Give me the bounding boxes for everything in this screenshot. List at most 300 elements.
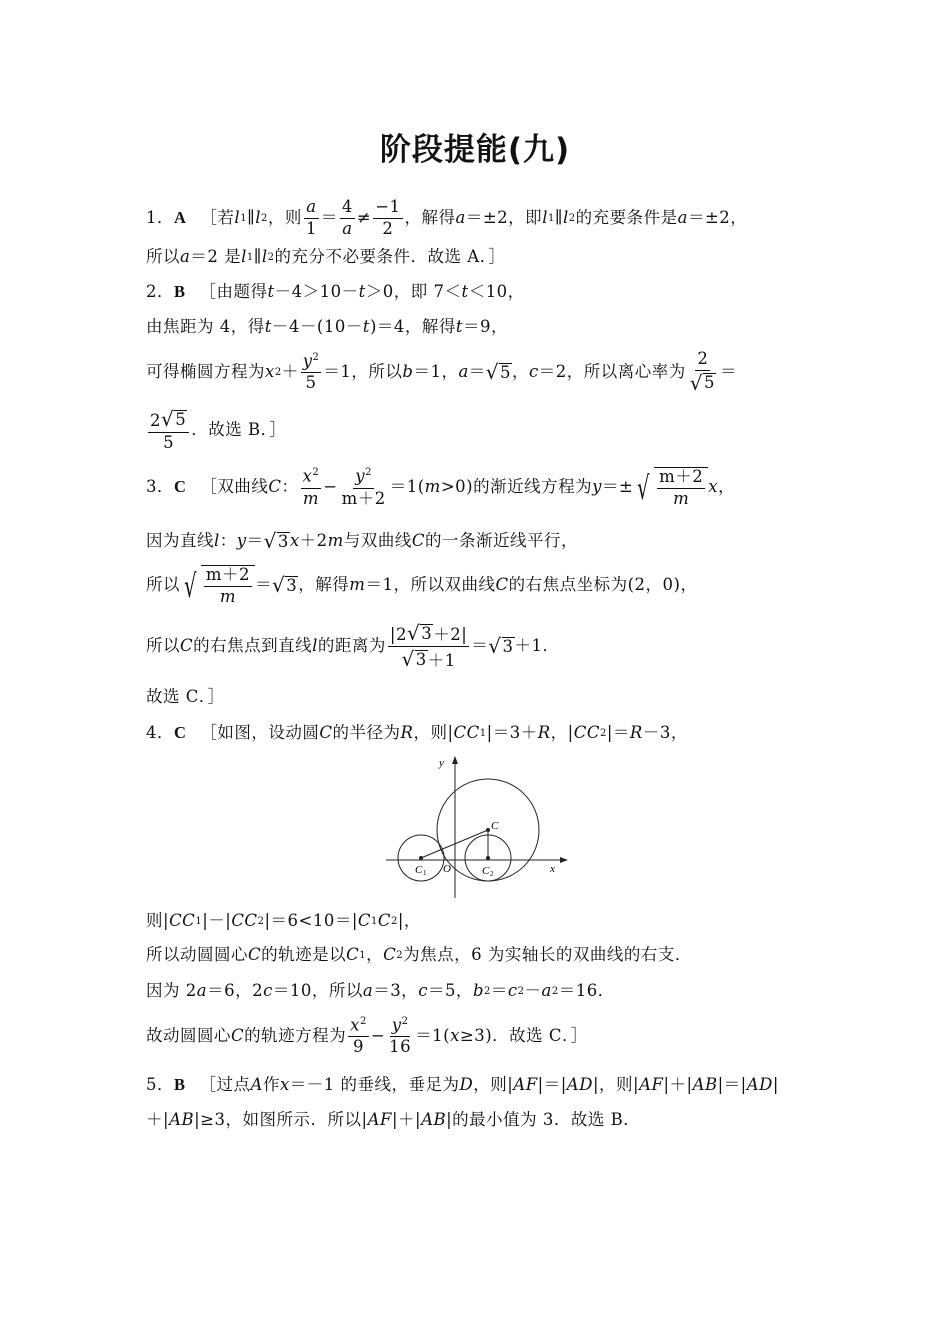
text: ＝2，所以离心率为	[538, 362, 686, 381]
sqrt	[486, 361, 512, 384]
not-equal: ≠	[356, 207, 372, 227]
numerator	[301, 352, 322, 373]
text: |＝	[606, 723, 630, 742]
var: C	[346, 945, 360, 964]
var: l	[562, 207, 569, 227]
circles-diagram	[384, 754, 574, 900]
text: ＝±2，即	[465, 207, 543, 227]
text: ＝±	[601, 477, 634, 497]
var: a	[541, 981, 552, 1000]
numerator	[353, 467, 374, 488]
text: 由焦距为 4，得	[146, 317, 265, 336]
var: C	[377, 911, 391, 930]
radicand: 3	[277, 531, 289, 551]
fraction	[301, 352, 322, 393]
text: ［双曲线	[200, 477, 269, 497]
text: ＋	[281, 362, 299, 381]
radicand: 3	[415, 649, 427, 669]
numerator	[301, 467, 322, 488]
text: ＋|	[146, 1110, 170, 1129]
p2-line3	[146, 350, 737, 395]
text: ，则|	[473, 1075, 514, 1094]
var: x	[279, 1075, 290, 1094]
var: m	[327, 531, 344, 551]
label-origin: O	[443, 863, 451, 875]
radicand: 3	[502, 636, 514, 656]
label-c1: C	[415, 864, 423, 876]
sqrt	[488, 635, 514, 658]
var: C	[268, 477, 282, 497]
text: ［如图，设动圆	[200, 723, 320, 742]
p5-line1	[146, 1076, 779, 1095]
numerator: a	[304, 198, 318, 219]
var: x	[350, 1015, 360, 1035]
denominator: 1	[305, 218, 317, 238]
sup: 2	[312, 467, 320, 479]
sub: 2	[599, 727, 607, 739]
var: t	[362, 317, 370, 336]
text: ＝	[720, 362, 738, 381]
denominator	[399, 647, 457, 671]
var: R	[537, 723, 551, 742]
fraction	[340, 467, 388, 508]
denominator: m＋2	[341, 488, 386, 508]
radical-sign: √	[637, 468, 650, 507]
sup: 2	[274, 366, 282, 378]
p2-answer: B	[174, 282, 186, 301]
sub: 1	[479, 727, 487, 739]
var: C	[411, 531, 425, 551]
fraction	[304, 198, 319, 239]
radical-sign: √	[161, 407, 175, 431]
var: AF	[513, 1075, 538, 1094]
text: |＝|	[717, 1075, 747, 1094]
text: ，	[718, 477, 736, 497]
sub: 1	[547, 212, 555, 224]
p3-line3	[146, 565, 697, 607]
text: ＝5，	[427, 981, 473, 1000]
text: |＝|	[537, 1075, 567, 1094]
equals: ＝	[320, 207, 338, 227]
text: ：	[219, 531, 237, 551]
p4-line1	[146, 724, 688, 743]
y-axis-label: y	[439, 757, 444, 769]
text: ［过点	[199, 1075, 251, 1094]
var: x	[450, 1026, 460, 1046]
numerator	[388, 622, 469, 647]
text: 所以	[146, 575, 180, 595]
text: －	[524, 981, 542, 1000]
text: 的右焦点到直线	[193, 636, 313, 656]
radicand: 5	[704, 373, 716, 393]
p4-number: 4．	[146, 723, 174, 742]
text: 可得椭圆方程为	[146, 362, 265, 381]
text: 的一条渐近线平行，	[424, 531, 578, 551]
text: ，则	[267, 207, 302, 227]
numerator: −1	[373, 198, 402, 219]
p3-line1	[146, 467, 735, 509]
text: －4＞10－	[274, 282, 359, 301]
p5-line2	[146, 1111, 640, 1130]
text: ＝±2，	[687, 207, 748, 227]
sub: 2	[568, 212, 576, 224]
var: x	[708, 477, 719, 497]
text: 的半径为	[332, 723, 401, 742]
p5-answer: B	[174, 1075, 186, 1094]
text: ≥3)．故选 C．］	[459, 1026, 588, 1046]
radical-sign: √	[485, 359, 500, 384]
text: ＝16．	[558, 981, 615, 1000]
var: t	[455, 317, 464, 336]
radicand: 5	[500, 362, 512, 382]
text: |＋|	[663, 1075, 693, 1094]
text: ：	[281, 477, 299, 497]
var: AB	[421, 1110, 447, 1129]
text: ，解得	[298, 575, 350, 595]
text: 的充分不必要条件．故选 A．］	[274, 247, 506, 266]
text: 的右焦点坐标为(2，0)，	[508, 575, 698, 595]
var: l	[234, 207, 241, 227]
p1-line1	[146, 198, 747, 239]
denominator: 9	[352, 1037, 364, 1057]
radicand: 3	[286, 575, 298, 595]
var: CC	[453, 723, 480, 742]
text: ，解得	[404, 207, 456, 227]
fraction	[688, 350, 718, 395]
radical-sign: √	[184, 566, 197, 605]
var: b	[402, 362, 414, 381]
text: 为焦点，6 为实轴长的双曲线的右支．	[403, 945, 692, 964]
var: AF	[639, 1075, 664, 1094]
y-axis	[452, 756, 458, 898]
var: y	[391, 1015, 402, 1035]
fraction	[373, 198, 402, 239]
numerator: 4	[340, 198, 355, 219]
text: |＋|	[391, 1110, 422, 1129]
radicand: 3	[421, 623, 433, 643]
sub: 1	[359, 949, 367, 961]
text: ＝10，所以	[272, 981, 363, 1000]
var: D	[459, 1075, 474, 1094]
text: ＝1(	[389, 477, 425, 497]
var: l	[241, 247, 247, 266]
denominator	[688, 371, 718, 395]
p2-number: 2．	[146, 282, 174, 301]
fraction	[657, 468, 705, 509]
radicand: 5	[175, 409, 187, 429]
p4-answer: C	[174, 723, 187, 742]
text: ＝	[255, 575, 273, 595]
text: ＝	[246, 531, 264, 551]
var: a	[455, 207, 466, 227]
var: C	[231, 1026, 245, 1046]
sub: 1	[371, 915, 378, 927]
sqrt	[272, 574, 298, 597]
var: c	[529, 362, 539, 381]
sqrt	[264, 530, 290, 553]
p3-line5	[146, 688, 225, 707]
text: 故动圆圆心	[146, 1026, 231, 1046]
var: l	[255, 207, 261, 227]
var: x	[302, 466, 313, 486]
var: c	[507, 981, 518, 1000]
var: R	[400, 723, 414, 742]
text: ∥	[554, 207, 563, 227]
radical-sign: √	[689, 370, 704, 395]
p1-line2	[146, 248, 505, 267]
var: t	[264, 317, 272, 336]
p4-line4	[146, 982, 615, 1001]
var: c	[263, 981, 273, 1000]
text: ＝	[468, 362, 486, 381]
var: AB	[169, 1110, 195, 1129]
fraction	[348, 1016, 369, 1057]
label-c1-sub: 1	[423, 869, 427, 877]
var: m	[349, 575, 366, 595]
text: 因为 2	[146, 981, 197, 1000]
var: t	[358, 282, 366, 301]
sqrt	[161, 408, 187, 431]
text: |2	[389, 625, 407, 644]
text: ∥	[253, 247, 262, 266]
text: ＝1，所以双曲线	[365, 575, 496, 595]
var: C	[180, 636, 194, 656]
text: 因为直线	[146, 531, 214, 551]
sub: 2	[267, 251, 275, 263]
numerator: m＋2	[204, 566, 252, 587]
label-c2: C	[482, 865, 490, 877]
numerator	[148, 408, 189, 433]
text: ，	[366, 945, 384, 964]
minus: −	[370, 1026, 386, 1046]
text: |＝6<10＝|	[264, 911, 358, 930]
denominator: m	[219, 586, 237, 606]
text: 所以	[146, 247, 180, 266]
text: 与双曲线	[343, 531, 412, 551]
var: R	[629, 723, 643, 742]
text: ＝1，所以	[323, 362, 403, 381]
text: 2	[150, 411, 161, 430]
text: ＝	[490, 981, 508, 1000]
radicand	[654, 467, 708, 509]
var: l	[312, 636, 318, 656]
radical-sign: √	[406, 621, 421, 645]
sub: 1	[195, 915, 203, 927]
var: m	[424, 477, 441, 497]
sub: 1	[246, 251, 254, 263]
text: ＝－1 的垂线，垂足为	[289, 1075, 460, 1094]
text: |，	[397, 911, 421, 930]
p3-line2	[146, 530, 578, 553]
text: |	[772, 1075, 779, 1094]
numerator: 2	[695, 350, 710, 371]
text: 所以	[146, 636, 180, 656]
var: y	[592, 477, 602, 497]
text: |＝3＋	[486, 723, 538, 742]
text: ，则|	[413, 723, 454, 742]
sqrt	[407, 622, 433, 645]
var: a	[196, 981, 208, 1000]
var: A	[250, 1075, 263, 1094]
numerator	[348, 1016, 369, 1037]
fraction	[301, 467, 322, 508]
var: t	[267, 282, 275, 301]
var: c	[418, 981, 428, 1000]
text: ，	[512, 362, 530, 381]
label-c: C	[491, 820, 499, 832]
text: 则|	[146, 911, 170, 930]
p2-line2	[146, 318, 508, 337]
var: CC	[573, 723, 600, 742]
fraction	[148, 408, 189, 453]
var: a	[458, 362, 469, 381]
page-title: 阶段提能(九)	[379, 132, 571, 168]
text: ＝6，2	[207, 981, 264, 1000]
sub: 2	[396, 949, 404, 961]
text: ＞0，即 7＜	[365, 282, 462, 301]
text: ＝2 是	[190, 247, 242, 266]
p4-line5	[146, 1016, 588, 1057]
fraction	[340, 198, 355, 239]
p3-line4	[146, 622, 560, 671]
sqrt	[401, 648, 427, 671]
sup: 2	[359, 1016, 367, 1027]
text: ＋1．	[514, 636, 560, 656]
radical-sign: √	[488, 634, 502, 658]
denominator: 16	[389, 1037, 412, 1057]
text: 所以动圆圆心	[146, 945, 248, 964]
var: x	[265, 362, 275, 381]
var: l	[261, 247, 268, 266]
fraction	[204, 566, 252, 607]
radical-sign: √	[401, 647, 415, 671]
var: y	[236, 531, 247, 551]
var: a	[180, 247, 191, 266]
text: －4－(10－	[271, 317, 363, 336]
sup: 2	[517, 985, 525, 997]
text: ＋2	[299, 531, 328, 551]
var: AF	[367, 1110, 392, 1129]
sup: 2	[484, 985, 491, 997]
text: 的距离为	[317, 636, 386, 656]
var: AB	[692, 1075, 718, 1094]
text: ＋1	[427, 651, 456, 670]
text: 的充要条件是	[575, 207, 678, 227]
p1-answer: A	[174, 207, 187, 227]
denominator: 5	[163, 433, 175, 452]
text: ＝3，	[373, 981, 419, 1000]
text: －3，	[642, 723, 688, 742]
denominator: m	[673, 488, 690, 508]
sqrt	[180, 565, 255, 607]
var: t	[461, 282, 469, 301]
radical-sign: √	[272, 573, 286, 598]
var: y	[355, 466, 366, 486]
sup: 2	[312, 351, 320, 363]
text: ＝1(	[415, 1026, 451, 1046]
p2-line4	[146, 408, 286, 453]
denominator: 5	[305, 373, 317, 393]
text: 的轨迹是以	[261, 945, 347, 964]
sup: 2	[551, 985, 559, 997]
var: b	[472, 981, 484, 1000]
sub: 2	[257, 915, 265, 927]
var: C	[495, 575, 509, 595]
text: ．故选 B．］	[191, 420, 287, 439]
minus: −	[323, 477, 338, 497]
point-c2	[486, 856, 490, 860]
text: ，|	[550, 723, 574, 742]
text: 的轨迹方程为	[244, 1026, 347, 1046]
var: CC	[231, 911, 258, 930]
p3-answer: C	[174, 477, 187, 497]
var: l	[542, 207, 548, 227]
text: ＝9，	[463, 317, 509, 336]
text: ∥	[247, 207, 256, 227]
text: ＝1，	[413, 362, 459, 381]
text: |≥3，如图所示．所以|	[194, 1110, 368, 1129]
denominator: a	[342, 218, 353, 238]
numerator	[390, 1016, 411, 1037]
p4-line3	[146, 946, 692, 965]
sub: 1	[240, 212, 248, 224]
x-axis	[386, 857, 568, 863]
var: y	[302, 351, 313, 371]
denominator: 2	[382, 218, 394, 238]
var: CC	[169, 911, 196, 930]
p5-number: 5．	[146, 1075, 174, 1094]
text: ［由题得	[199, 282, 268, 301]
var: x	[289, 531, 300, 551]
sqrt	[633, 467, 708, 509]
sub: 2	[391, 915, 398, 927]
var: AD	[746, 1075, 773, 1094]
var: C	[357, 911, 371, 930]
text: >0)的渐近线方程为	[440, 477, 593, 497]
point-c	[486, 828, 490, 832]
p1-number: 1．	[146, 207, 174, 227]
radical-sign: √	[263, 529, 277, 553]
p2-line1	[146, 283, 525, 302]
fraction	[387, 1016, 413, 1057]
var: a	[362, 981, 374, 1000]
var: AD	[566, 1075, 593, 1094]
text: |的最小值为 3．故选 B．	[446, 1110, 641, 1129]
sqrt	[690, 372, 716, 395]
sub: 2	[260, 212, 268, 224]
text: ＝	[471, 636, 489, 656]
text: |－|	[202, 911, 232, 930]
sup: 2	[365, 467, 372, 479]
radicand	[201, 565, 255, 607]
text: ＋2|	[433, 625, 468, 644]
text: ＜10，	[468, 282, 525, 301]
text: 故选 C．］	[146, 687, 225, 706]
numerator: m＋2	[657, 468, 705, 489]
x-axis-label: x	[550, 863, 555, 875]
sup: 2	[401, 1016, 409, 1027]
text: 作	[262, 1075, 280, 1094]
var: a	[677, 207, 688, 227]
var: C	[248, 945, 262, 964]
var: l	[214, 531, 220, 551]
text: |，则|	[592, 1075, 640, 1094]
var: C	[383, 945, 397, 964]
fraction	[388, 622, 469, 671]
var: C	[319, 723, 333, 742]
label-c2-sub: 2	[490, 870, 494, 878]
denominator: m	[302, 488, 319, 508]
